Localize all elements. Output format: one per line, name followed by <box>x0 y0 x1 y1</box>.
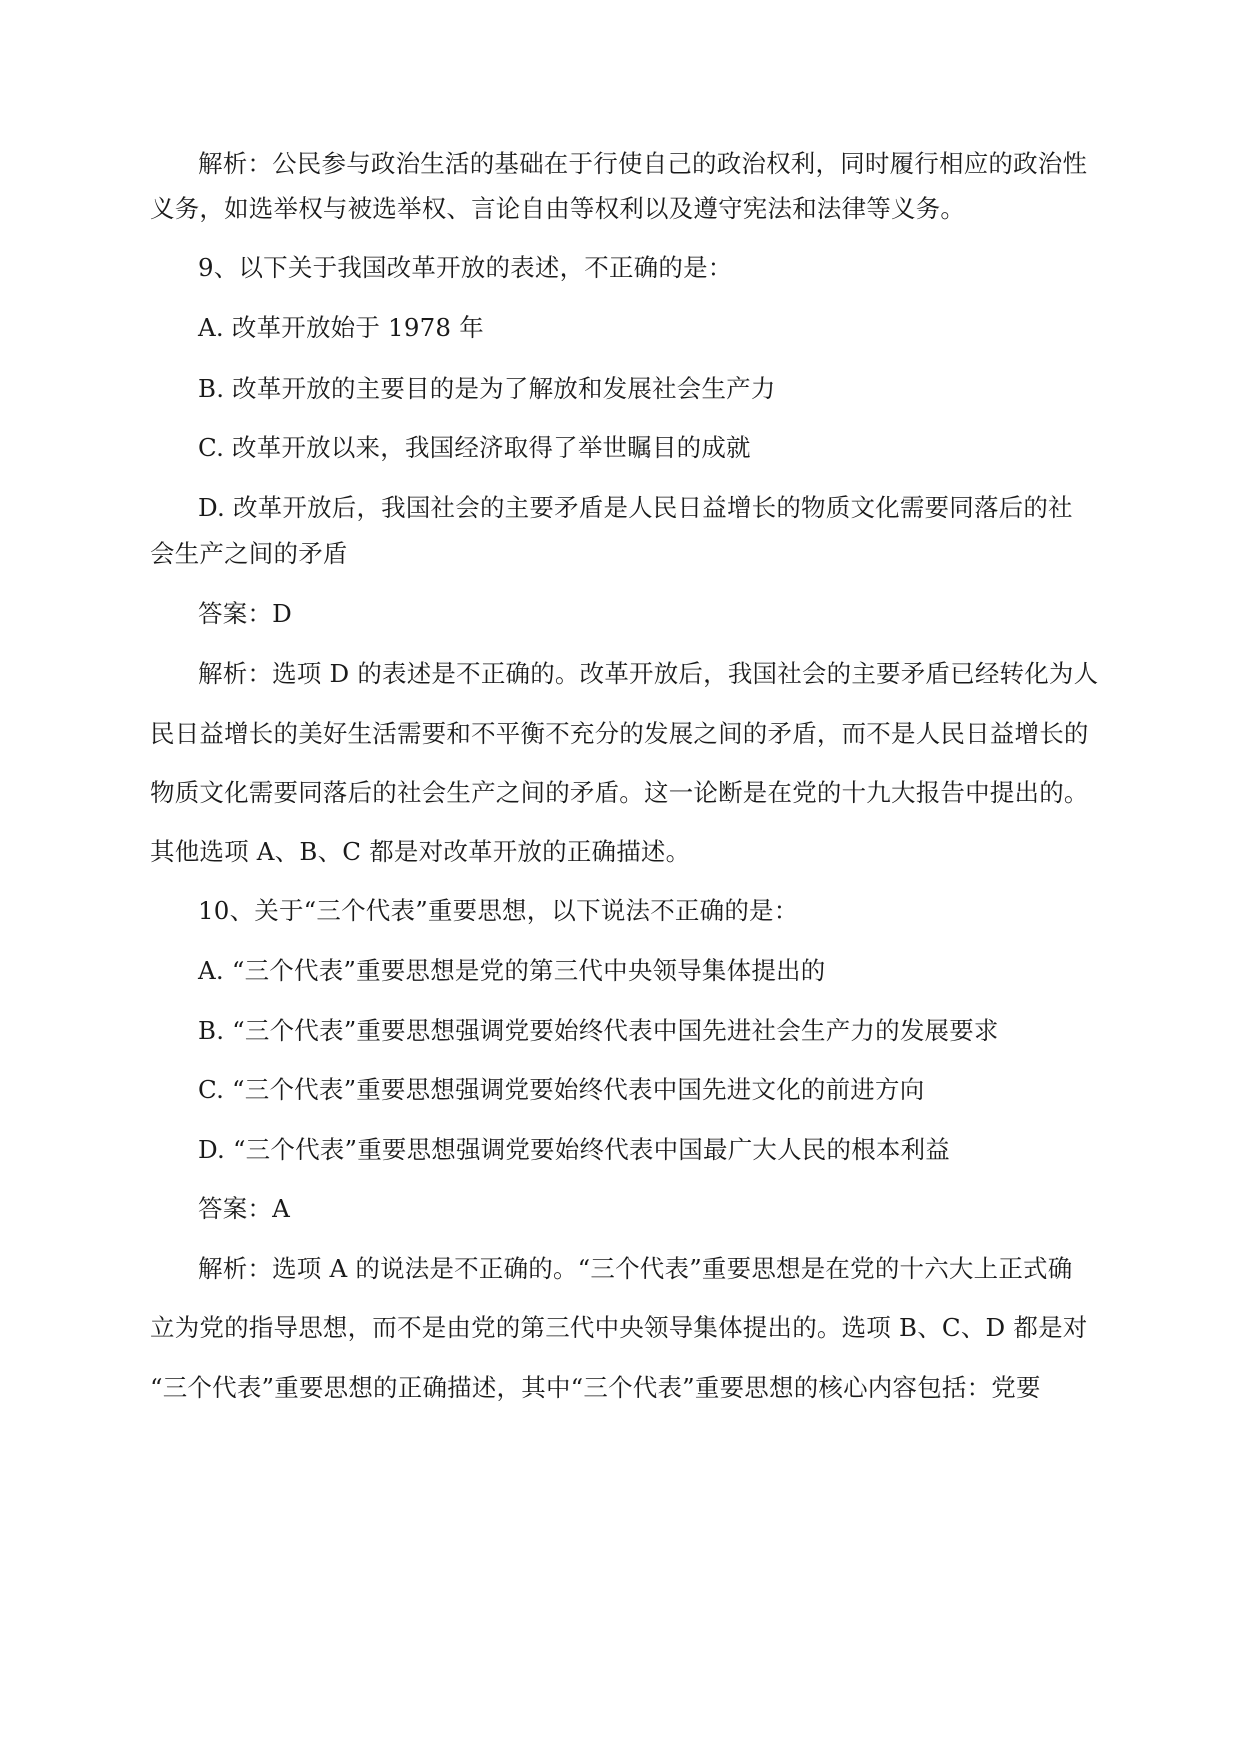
analysis-9-line-4: 其他选项 A、B、C 都是对改革开放的正确描述。 <box>150 837 691 866</box>
question-9-answer: 答案：D <box>198 599 292 628</box>
question-9-option-c: C. 改革开放以来，我国经济取得了举世瞩目的成就 <box>198 433 751 462</box>
question-10: 10、关于“三个代表”重要思想，以下说法不正确的是： <box>198 896 799 925</box>
question-10-option-a: A. “三个代表”重要思想是党的第三代中央领导集体提出的 <box>198 956 826 985</box>
question-9-option-d-line-1: D. 改革开放后，我国社会的主要矛盾是人民日益增长的物质文化需要同落后的社 <box>198 493 1073 522</box>
analysis-9-line-2: 民日益增长的美好生活需要和不平衡不充分的发展之间的矛盾，而不是人民日益增长的 <box>150 719 1089 748</box>
question-10-option-b: B. “三个代表”重要思想强调党要始终代表中国先进社会生产力的发展要求 <box>198 1016 999 1045</box>
question-9-option-b: B. 改革开放的主要目的是为了解放和发展社会生产力 <box>198 374 776 403</box>
analysis-10-line-1: 解析：选项 A 的说法是不正确的。“三个代表”重要思想是在党的十六大上正式确 <box>198 1254 1073 1283</box>
question-9-option-a: A. 改革开放始于 1978 年 <box>198 313 484 342</box>
analysis-8-line-2: 义务，如选举权与被选举权、言论自由等权利以及遵守宪法和法律等义务。 <box>150 194 966 223</box>
question-10-option-d: D. “三个代表”重要思想强调党要始终代表中国最广大人民的根本利益 <box>198 1135 950 1164</box>
analysis-9-line-1: 解析：选项 D 的表述是不正确的。改革开放后，我国社会的主要矛盾已经转化为人 <box>198 659 1099 688</box>
analysis-9-line-3: 物质文化需要同落后的社会生产之间的矛盾。这一论断是在党的十九大报告中提出的。 <box>150 778 1089 807</box>
question-10-option-c: C. “三个代表”重要思想强调党要始终代表中国先进文化的前进方向 <box>198 1075 925 1104</box>
analysis-10-line-3: “三个代表”重要思想的正确描述，其中“三个代表”重要思想的核心内容包括：党要 <box>150 1373 1041 1402</box>
analysis-8-line-1: 解析：公民参与政治生活的基础在于行使自己的政治权利，同时履行相应的政治性 <box>198 149 1088 178</box>
question-9-option-d-line-2: 会生产之间的矛盾 <box>150 539 348 568</box>
question-10-answer: 答案：A <box>198 1194 290 1223</box>
question-9: 9、以下关于我国改革开放的表述，不正确的是： <box>198 253 733 282</box>
analysis-10-line-2: 立为党的指导思想，而不是由党的第三代中央领导集体提出的。选项 B、C、D 都是对 <box>150 1313 1088 1342</box>
